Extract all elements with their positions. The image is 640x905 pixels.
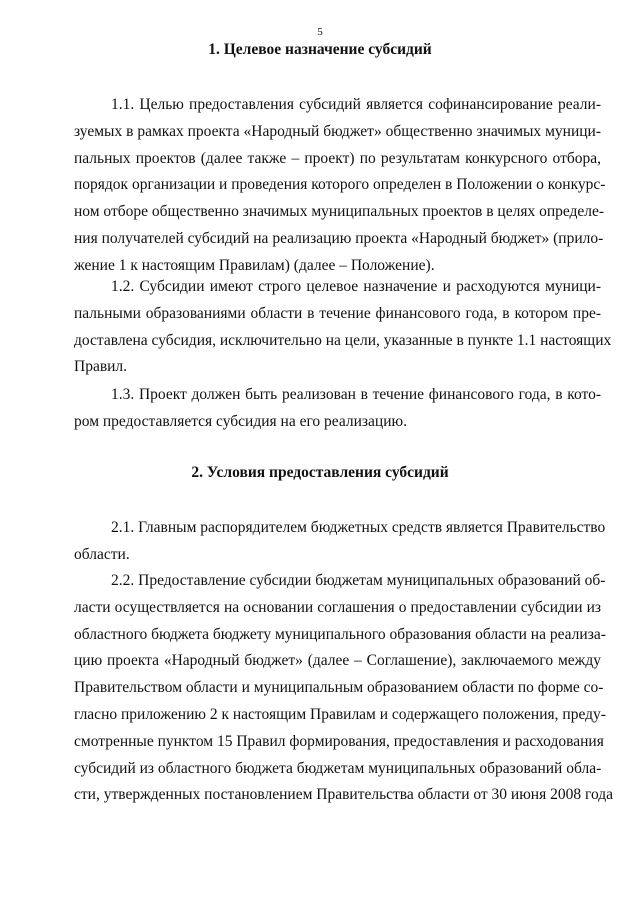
paragraph-1-3: [74, 382, 601, 436]
text-line: 1.2. Субсидии имеют строго целевое назначение и расходуются муници-: [111, 278, 601, 295]
text-line: пальных проектов (далее также – проект) по результатам конкурсного отбора,: [74, 149, 601, 167]
text-line: ласти осуществляется на основании соглашения о предоставлении субсидии из: [74, 598, 601, 616]
text-line: 2.2. Предоставление субсидии бюджетам муниципальных образований об-: [111, 572, 606, 589]
text-line: жение 1 к настоящим Правилам) (далее – Положение).: [74, 256, 435, 274]
text-line: доставлена субсидия, исключительно на цели, указанные в пункте 1.1 настоящих: [74, 331, 612, 349]
text-line: 1.3. Проект должен быть реализован в течение финансового года, в кото-: [111, 386, 601, 403]
text-line: цию проекта «Народный бюджет» (далее – Соглашение), заключаемого между: [74, 652, 601, 670]
text-line: 2.1. Главным распорядителем бюджетных средств является Правительство: [111, 519, 606, 536]
text-line: зуемых в рамках проекта «Народный бюджет» общественно значимых муници-: [74, 122, 601, 140]
text-line: 1.1. Целью предоставления субсидий является софинансирование реали-: [111, 96, 601, 113]
paragraph-1-2: [74, 274, 612, 381]
section-1-heading: 1. Целевое назначение субсидий: [208, 41, 432, 58]
text-line: Правил.: [74, 358, 128, 376]
text-line: области.: [74, 545, 130, 563]
text-line: ния получателей субсидий на реализацию проекта «Народный бюджет» (прило-: [74, 229, 604, 247]
section-2-heading: 2. Условия предоставления субсидий: [191, 464, 449, 481]
text-line: смотренные пунктом 15 Правил формирования, предоставления и расходования: [74, 732, 604, 750]
text-line: ном отборе общественно значимых муниципальных проектов в целях определе-: [74, 203, 605, 221]
paragraph-2-1: [74, 515, 606, 569]
text-line: гласно приложению 2 к настоящим Правилам и содержащего положения, преду-: [74, 705, 606, 723]
text-line: пальными образованиями области в течение финансового года, в котором пре-: [74, 304, 601, 322]
text-line: субсидий из областного бюджета бюджетам муниципальных образований обла-: [74, 759, 602, 777]
paragraph-2-2: [74, 568, 614, 809]
paragraph-1-1: [74, 92, 606, 280]
text-line: Правительством области и муниципальным образованием области по форме со-: [74, 679, 604, 697]
page-number: 5: [317, 26, 323, 38]
text-line: областного бюджета бюджету муниципального образования области на реализа-: [74, 625, 606, 643]
text-line: ром предоставляется субсидия на его реализацию.: [74, 412, 407, 430]
text-line: сти, утвержденных постановлением Правительства области от 30 июня 2008 года: [74, 786, 614, 804]
text-line: порядок организации и проведения которого определен в Положении о конкурс-: [74, 176, 606, 194]
